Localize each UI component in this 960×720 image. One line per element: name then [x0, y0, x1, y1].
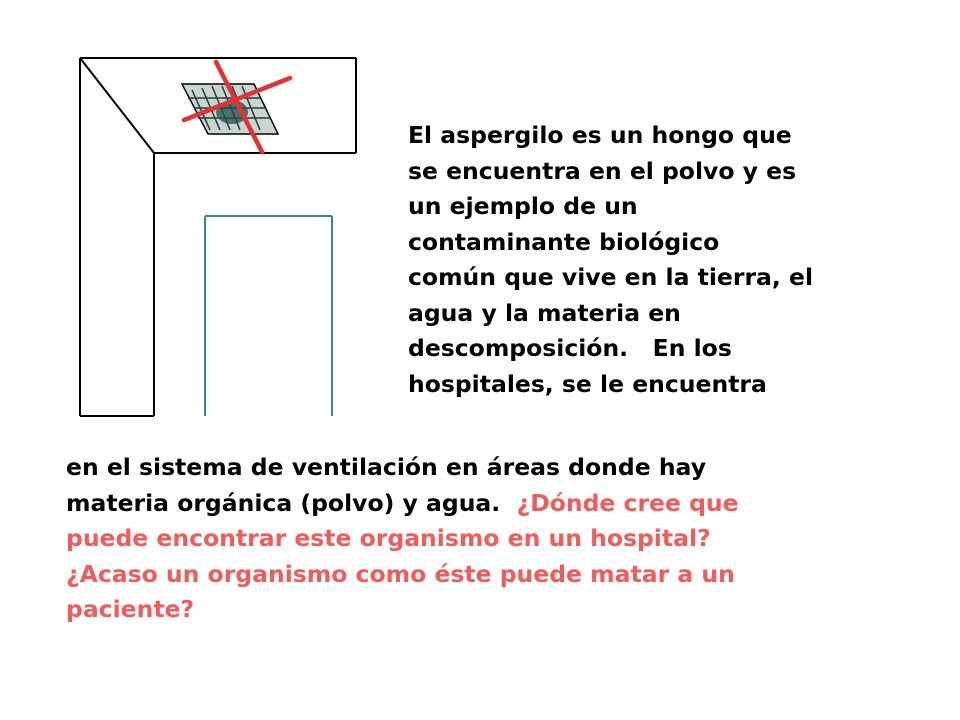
text-line: El aspergilo es un hongo que: [408, 121, 792, 149]
text-line: común que vive en la tierra, el: [408, 263, 813, 291]
doorway-icon: [205, 216, 332, 416]
question-text: ¿Acaso un organismo como éste puede matar a un: [66, 559, 735, 588]
text-line: se encuentra en el polvo y es: [408, 156, 797, 185]
text-line: agua y la materia en: [408, 298, 681, 327]
paragraph-description: [408, 118, 928, 402]
text-line: un ejemplo de un: [408, 192, 638, 220]
text-line: descomposición. En los: [408, 334, 732, 362]
text-line: en el sistema de ventilación en áreas donde hay: [66, 453, 707, 481]
room-with-ceiling-vent-icon: [60, 40, 380, 430]
text-line: hospitales, se le encuentra: [408, 369, 767, 398]
question-text: paciente?: [66, 595, 195, 623]
question-text: ¿Dónde cree que: [516, 488, 739, 517]
question-text: puede encontrar este organismo en un hospital?: [66, 524, 711, 552]
text-segment: materia orgánica (polvo) y agua.: [66, 488, 517, 517]
text-line: contaminante biológico: [408, 227, 720, 256]
text-line: [66, 486, 926, 522]
paragraph-continuation: [66, 450, 926, 628]
